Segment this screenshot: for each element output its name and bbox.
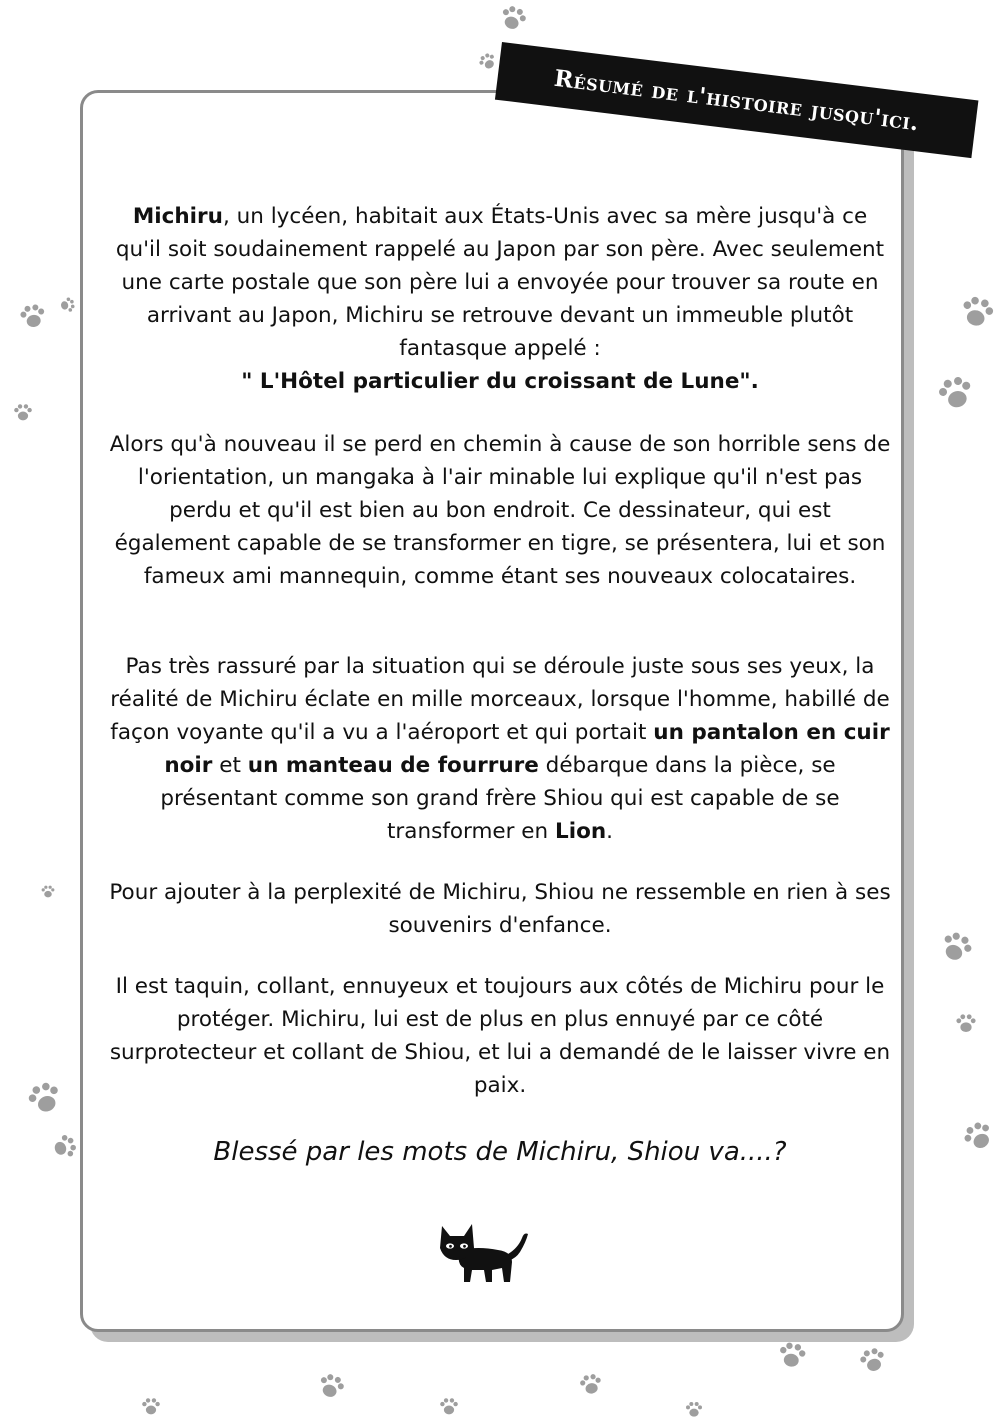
character-name: Michiru bbox=[132, 204, 223, 229]
banner-title: Résumé de l'histoire jusqu'ici. bbox=[552, 64, 921, 136]
paw-print-icon bbox=[16, 300, 51, 335]
paw-print-icon bbox=[954, 290, 1000, 337]
summary-paragraph-1 bbox=[108, 200, 892, 398]
summary-paragraph-3 bbox=[108, 650, 892, 848]
paw-print-icon bbox=[773, 1337, 810, 1374]
paw-print-icon bbox=[855, 1343, 892, 1380]
paw-print-icon bbox=[12, 402, 34, 424]
closing-text: Blessé par les mots de Michiru, Shiou va....? bbox=[213, 1137, 787, 1167]
summary-paragraph-4 bbox=[108, 876, 892, 942]
paw-print-icon bbox=[21, 1075, 70, 1124]
paw-print-icon bbox=[312, 1368, 350, 1406]
paw-print-icon bbox=[954, 1012, 978, 1036]
black-cat-icon bbox=[438, 1218, 532, 1286]
paw-print-icon bbox=[494, 0, 532, 38]
paw-print-icon bbox=[438, 1396, 460, 1418]
emphasis-text: Lion bbox=[555, 819, 607, 844]
paw-print-icon bbox=[956, 1114, 1000, 1160]
summary-paragraph-2 bbox=[108, 428, 892, 593]
paw-print-icon bbox=[43, 1128, 85, 1166]
paw-print-icon bbox=[932, 924, 980, 972]
paragraph-text: Pas très rassuré par la situation qui se déroule juste sous ses yeux, la réalité de Michiru éclate en mille morceaux, lorsque l'homme, habillé de façon voyante qu'il a vu a l'aéroport et qui portait bbox=[110, 654, 890, 745]
paragraph-text: débarque dans la pièce, se présentant comme son grand frère Shiou qui est capable de se transformer en bbox=[160, 753, 840, 844]
paragraph-text: et bbox=[219, 753, 241, 778]
paw-print-icon bbox=[40, 884, 56, 900]
paragraph-text: Alors qu'à nouveau il se perd en chemin à cause de son horrible sens de l'orientation, un mangaka à l'air minable lui explique qu'il n'est pas perdu et qu'il est bien au bon endroit. Ce dessinateur, qui est également capable de se transformer en tigre, se présentera, lui et son fameux ami mannequin, comme étant ses nouveaux colocataires. bbox=[109, 432, 891, 589]
summary-closing-line bbox=[108, 1136, 892, 1169]
paw-print-icon bbox=[684, 1400, 704, 1420]
emphasis-text: un manteau de fourrure bbox=[247, 753, 539, 778]
paw-print-icon bbox=[932, 370, 981, 419]
paragraph-text: . bbox=[606, 819, 613, 844]
paw-print-icon bbox=[140, 1396, 162, 1418]
paragraph-text: Pour ajouter à la perplexité de Michiru, Shiou ne ressemble en rien à ses souvenirs d'enfance. bbox=[109, 880, 891, 938]
emphasis-text: un pantalon en cuir noir bbox=[164, 720, 890, 778]
paw-print-icon bbox=[55, 294, 80, 316]
paragraph-text: Il est taquin, collant, ennuyeux et toujours aux côtés de Michiru pour le protéger. Michiru, lui est de plus en plus ennuyé par ce côté surprotecteur et collant de Shiou, et lui a demandé de le laisser vivre en paix. bbox=[109, 974, 891, 1098]
summary-paragraph-5 bbox=[108, 970, 892, 1102]
paw-print-icon bbox=[576, 1370, 606, 1400]
building-name: " L'Hôtel particulier du croissant de Lune". bbox=[241, 369, 759, 394]
paragraph-text: , un lycéen, habitait aux États-Unis avec sa mère jusqu'à ce qu'il soit soudainement rappelé au Japon par son père. Avec seulement une carte postale que son père lui a envoyée pour trouver sa route en arrivant au Japon, Michiru se retrouve devant un immeuble plutôt fantasque appelé : bbox=[115, 204, 885, 361]
